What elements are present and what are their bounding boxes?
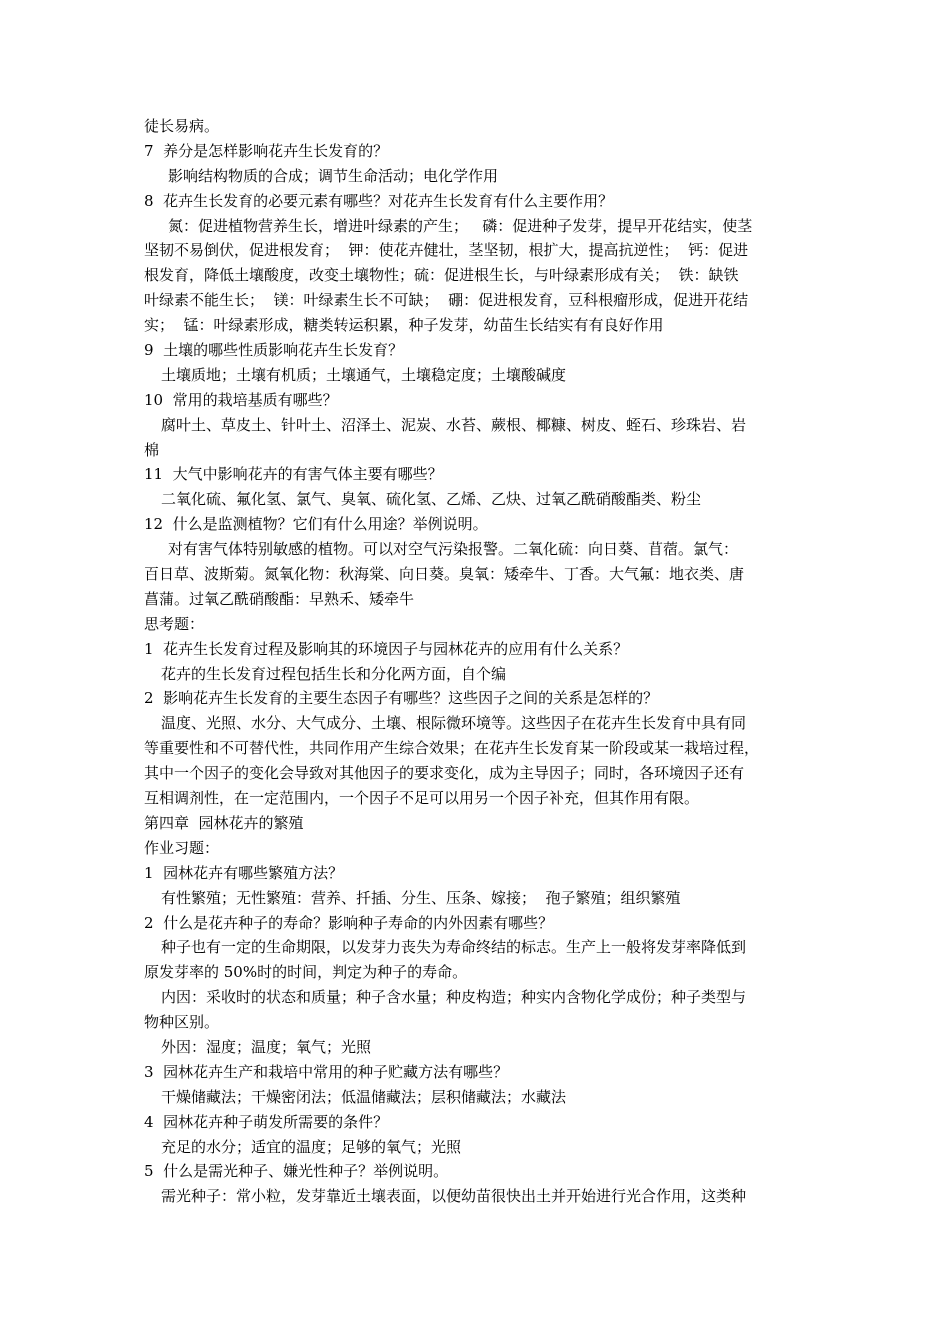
text-line: 3 园林花卉生产和栽培中常用的种子贮藏方法有哪些？ [144,1062,509,1081]
text-line: 物种区别。 [144,1013,220,1032]
text-line: 1 花卉生长发育过程及影响其的环境因子与园林花卉的应用有什么关系？ [144,639,629,658]
text-line: 思考题： [144,614,205,633]
text-line: 影响结构物质的合成；调节生命活动；电化学作用 [168,166,499,185]
text-line: 5 什么是需光种子、嫌光性种子？举例说明。 [144,1162,449,1181]
text-line: 11 大气中影响花卉的有害气体主要有哪些？ [144,465,443,484]
text-line: 第四章 园林花卉的繁殖 [144,813,304,832]
text-line: 对有害气体特别敏感的植物。可以对空气污染报警。二氧化硫：向日葵、苜蓿。氯气： [168,540,739,559]
text-line: 9 土壤的哪些性质影响花卉生长发育？ [144,341,404,360]
text-line: 等重要性和不可替代性，共同作用产生综合效果；在花卉生长发育某一阶段或某一栽培过程， [144,739,760,758]
text-line: 1 园林花卉有哪些繁殖方法？ [144,863,344,882]
text-line: 花卉的生长发育过程包括生长和分化两方面，自个编 [161,664,507,683]
text-line: 充足的水分；适宜的温度；足够的氧气；光照 [161,1137,462,1156]
text-line: 互相调剂性，在一定范围内，一个因子不足可以用另一个因子补充，但其作用有限。 [144,789,700,808]
text-line: 原发芽率的 50%时的时间，判定为种子的寿命。 [144,963,468,982]
text-line: 外因：湿度；温度；氧气；光照 [161,1037,372,1056]
text-line: 菖蒲。过氧乙酰硝酸酯：早熟禾、矮牵牛 [144,589,415,608]
text-line: 百日草、波斯菊。氮氧化物：秋海棠、向日葵。臭氧：矮牵牛、丁香。大气氟：地衣类、唐 [144,565,745,584]
text-line: 作业习题： [144,838,220,857]
text-line: 坚韧不易倒伏，促进根发育； 钾：使花卉健壮，茎坚韧，根扩大，提高抗逆性； 钙：促进 [144,241,749,260]
text-line: 棉 [144,440,160,459]
text-line: 根发育，降低土壤酸度，改变土壤物性；硫：促进根生长，与叶绿素形成有关； 铁：缺铁 [144,266,739,285]
text-line: 其中一个因子的变化会导致对其他因子的要求变化，成为主导因子；同时，各环境因子还有 [144,764,745,783]
text-line: 实； 锰：叶绿素形成，糖类转运积累，种子发芽，幼苗生长结实有有良好作用 [144,316,664,335]
text-line: 内因：采收时的状态和质量；种子含水量；种皮构造；种实内含物化学成份；种子类型与 [161,988,747,1007]
text-line: 氮：促进植物营养生长，增进叶绿素的产生； 磷：促进种子发芽，提早开花结实，使茎 [168,216,753,235]
text-line: 徒长易病。 [144,117,220,135]
text-line: 叶绿素不能生长； 镁：叶绿素生长不可缺； 硼：促进根发育，豆科根瘤形成，促进开花结 [144,291,749,310]
text-line: 12 什么是监测植物？它们有什么用途？举例说明。 [144,515,488,534]
text-line: 有性繁殖；无性繁殖：营养、扦插、分生、压条、嫁接； 孢子繁殖；组织繁殖 [161,888,681,907]
text-line: 二氧化硫、氟化氢、氯气、臭氧、硫化氢、乙烯、乙炔、过氧乙酰硝酸酯类、粉尘 [161,490,702,509]
text-line: 10 常用的栽培基质有哪些？ [144,390,338,409]
text-line: 2 影响花卉生长发育的主要生态因子有哪些？这些因子之间的关系是怎样的？ [144,689,659,708]
text-line: 腐叶土、草皮土、针叶土、沼泽土、泥炭、水苔、蕨根、椰糠、树皮、蛭石、珍珠岩、岩 [161,415,747,434]
text-line: 2 什么是花卉种子的寿命？影响种子寿命的内外因素有哪些？ [144,913,554,932]
text-line: 种子也有一定的生命期限，以发芽力丧失为寿命终结的标志。生产上一般将发芽率降低到 [161,938,747,957]
text-line: 需光种子：常小粒，发芽靠近土壤表面，以便幼苗很快出土并开始进行光合作用，这类种 [161,1187,747,1206]
text-line: 土壤质地；土壤有机质；土壤通气，土壤稳定度；土壤酸碱度 [161,365,567,384]
text-line: 干燥储藏法；干燥密闭法；低温储藏法；层积储藏法；水藏法 [161,1087,567,1106]
text-line: 4 园林花卉种子萌发所需要的条件？ [144,1112,389,1131]
text-line: 8 花卉生长发育的必要元素有哪些？对花卉生长发育有什么主要作用？ [144,191,614,210]
text-line: 温度、光照、水分、大气成分、土壤、根际微环境等。这些因子在花卉生长发育中具有同 [161,714,747,733]
text-line: 7 养分是怎样影响花卉生长发育的？ [144,141,389,160]
document-body [144,114,808,1209]
